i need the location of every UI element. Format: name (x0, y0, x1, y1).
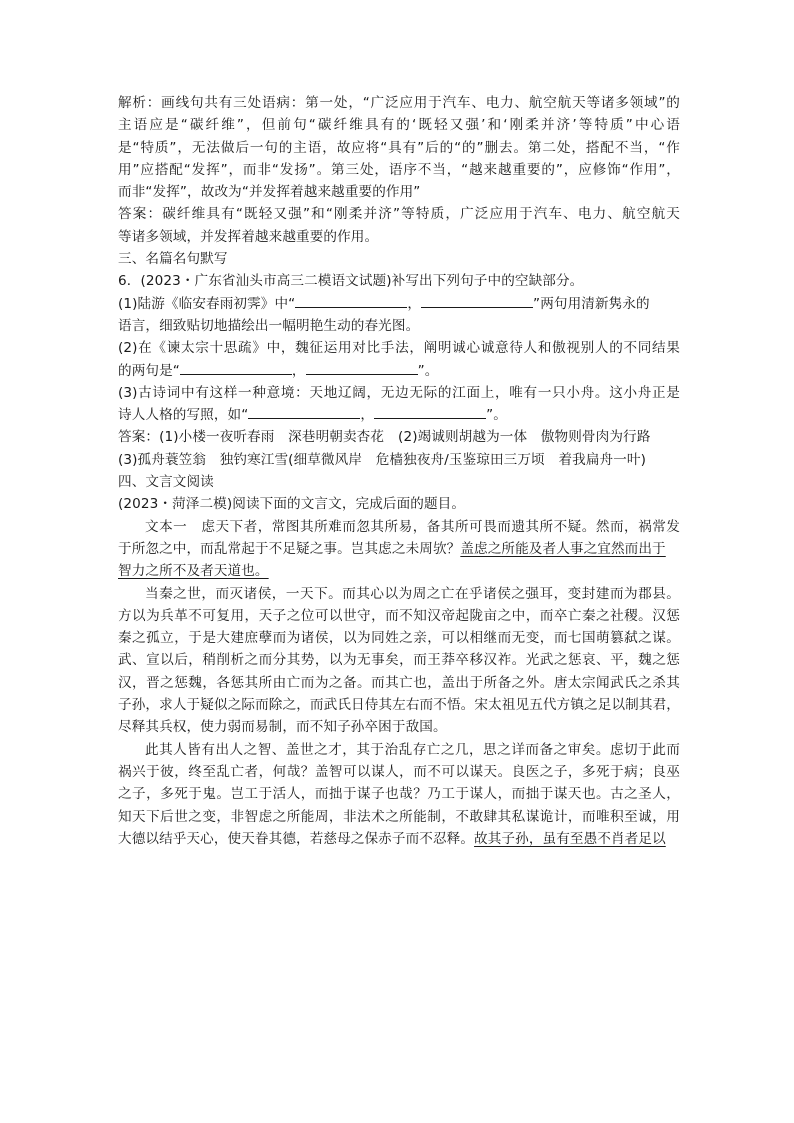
passage-line: 文本一 虑天下者，常图其所难而忽其所易，备其所可畏而遗其所不疑。然而，祸常发 (145, 518, 680, 535)
fill-blank[interactable] (374, 404, 486, 419)
answer-text: (2)竭诚则胡越为一体 傲物则骨肉为行路 (398, 429, 651, 446)
section-heading: 四、文言文阅读 (118, 474, 214, 491)
passage-line: 武、宣以后，稍削析之而分其势，以为无事矣，而王莽卒移汉祚。光武之惩哀、平，魏之惩 (118, 652, 680, 669)
passage-line (118, 828, 680, 850)
question-text: ”。 (486, 407, 507, 424)
passage-line: 此其人皆有出人之智、盖世之才，其于治乱存亡之几，思之详而备之审矣。虑切于此而 (145, 741, 680, 758)
question-text: (1)陆游《临安春雨初霁》中“ (118, 295, 296, 312)
underlined-sentence: 智力之所不及者天道也。 (118, 563, 269, 580)
passage-line (118, 538, 680, 560)
analysis-line: 主语应是“碳纤维”，但前句“碳纤维具有的‘既轻又强’和‘刚柔并济’等特质”中心语 (118, 117, 680, 134)
passage-line: 尽释其兵权，使力弱而易制，而不知子孙卒困于敌国。 (118, 719, 447, 736)
question-part-3: (3)古诗词中有这样一种意境：天地辽阔，无边无际的江面上，唯有一只小舟。这小舟正是 (118, 384, 680, 401)
passage-line: 之子，多死于鬼。岂工于活人，而拙于谋子也哉？乃工于谋人，而拙于谋天也。古之圣人， (118, 786, 680, 803)
underlined-sentence: 盖虑之所能及者人事之宜然而出于 (460, 540, 666, 557)
fill-blank[interactable] (295, 293, 407, 308)
passage-text: 大德以结乎天心，使天眷其德，若慈母之保赤子而不忍释。 (118, 830, 475, 847)
answer-line (118, 426, 680, 448)
fill-blank[interactable] (421, 293, 533, 308)
answer-line: 等诸多领域，并发挥着越来越重要的作用。 (118, 228, 379, 245)
analysis-line: 解析：画线句共有三处语病：第一处，“广泛应用于汽车、电力、航空航天等诸多领域”的 (118, 95, 680, 111)
analysis-line: 而非“发挥”，故改为“并发挥着越来越重要的作用” (118, 184, 421, 201)
passage-line: 秦之孤立，于是大建庶孽而为诸侯，以为同姓之亲，可以相继而无变，而七国萌篡弑之谋。 (118, 630, 680, 647)
passage-line (118, 560, 680, 582)
analysis-line: 是“特质”，无法做后一句的主语，故应将“具有”后的“的”删去。第二处，搭配不当，“作 (118, 139, 680, 156)
section-heading: 三、名篇名句默写 (118, 251, 228, 268)
document-page (118, 92, 680, 850)
question-intro: 6．(2023・广东省汕头市高三二模语文试题)补写出下列句子中的空缺部分。 (118, 273, 584, 290)
answer-line: 答案：碳纤维具有“既轻又强”和“刚柔并济”等特质，广泛应用于汽车、电力、航空航天 (118, 206, 680, 223)
question-text: ”。 (417, 362, 439, 379)
question-part-2-cont (118, 360, 680, 382)
question-text: ”两句用清新隽永的 (533, 295, 650, 312)
analysis-line: 用”应搭配“发挥”，而非“发扬”。第三处，语序不当，“越来越重要的”，应修饰“作用”， (118, 161, 680, 178)
question-part-1 (118, 293, 680, 315)
answer-text: 答案：(1)小楼一夜听春雨 深巷明朝卖杏花 (118, 429, 385, 446)
passage-line: 当秦之世，而灭诸侯，一天下。而其心以为周之亡在乎诸侯之强耳，变封建而为郡县。 (145, 585, 680, 602)
passage-line: 祸兴于彼，终至乱亡者，何哉？盖智可以谋人，而不可以谋天。良医之子，多死于病；良巫 (118, 763, 680, 780)
question-text: 诗人人格的写照，如“ (118, 407, 249, 424)
question-text: ， (407, 295, 422, 312)
passage-line: 子孙，求人于疑似之际而除之，而武氏日侍其左右而不悟。宋太祖见五代方镇之足以制其君， (118, 697, 680, 714)
question-part-2: (2)在《谏太宗十思疏》中，魏征运用对比手法，阐明诚心诚意待人和傲视别人的不同结果 (118, 340, 680, 357)
fill-blank[interactable] (248, 404, 360, 419)
passage-line: 知天下后世之变，非智虑之所能周，非法术之所能制，不敢肆其私谋诡计，而唯积至诚，用 (118, 808, 680, 825)
question-text: ， (360, 407, 375, 424)
underlined-sentence: 故其子孙，虽有至愚不肖者足以 (474, 830, 666, 847)
question-text: 语言，细致贴切地描绘出一幅明艳生动的春光图。 (118, 317, 420, 334)
question-text: ， (291, 362, 306, 379)
passage-line: 汉，晋之惩魏，各惩其所由亡而为之备。而其亡也，盖出于所备之外。唐太宗闻武氏之杀其 (118, 674, 680, 691)
question-text: 的两句是“ (118, 362, 180, 379)
fill-blank[interactable] (180, 360, 292, 375)
passage-text: 于所忽之中，而乱常起于不足疑之事。岂其虑之未周欤？ (118, 540, 461, 557)
question-part-3-cont (118, 404, 680, 426)
passage-line: 方以为兵革不可复用，天子之位可以世守，而不知汉帝起陇亩之中，而卒亡秦之社稷。汉惩 (118, 607, 680, 624)
question-intro: (2023・菏泽二模)阅读下面的文言文，完成后面的题目。 (118, 496, 466, 513)
fill-blank[interactable] (306, 360, 418, 375)
answer-line: (3)孤舟蓑笠翁 独钓寒江雪(细草微风岸 危樯独夜舟/玉鉴琼田三万顷 着我扁舟一叶) (118, 451, 647, 468)
